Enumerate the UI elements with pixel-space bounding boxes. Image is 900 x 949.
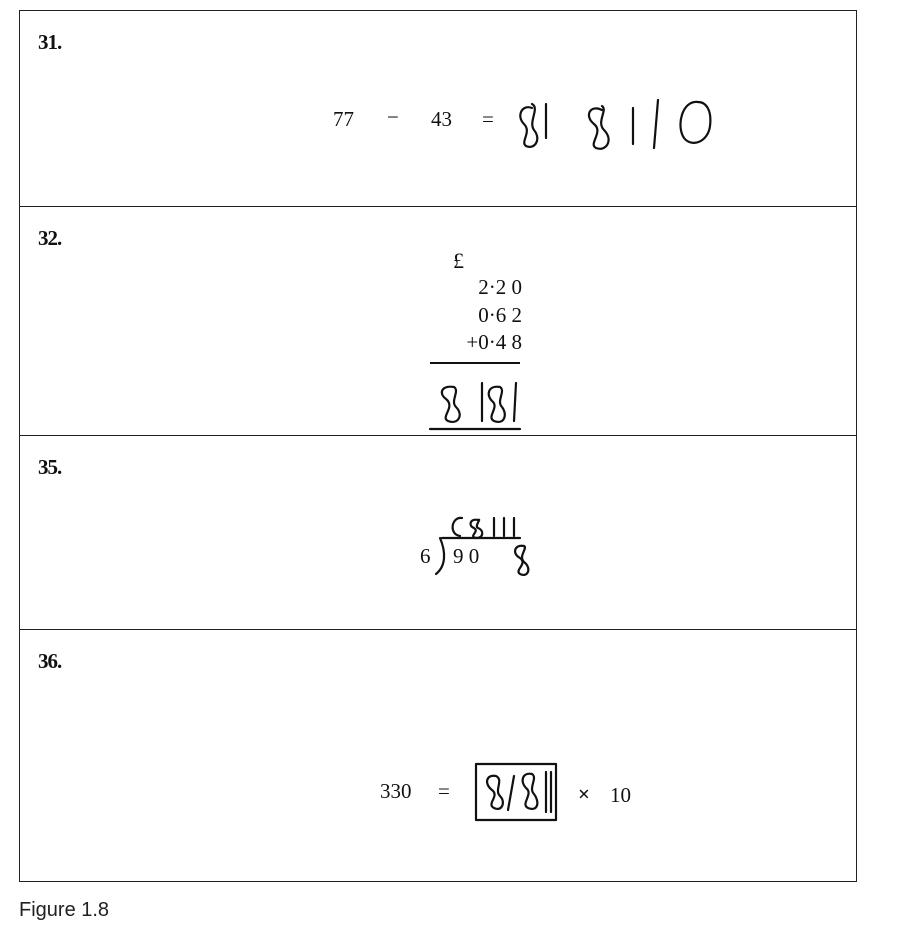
pound-sign: £ (453, 248, 464, 273)
question-number: 36. (38, 649, 62, 673)
question-35-panel (20, 435, 856, 629)
question-36-panel (20, 629, 856, 883)
figure-caption: Figure 1.8 (19, 899, 110, 921)
handwritten-division (428, 508, 538, 578)
handwritten-answer (510, 86, 720, 156)
addend-row: 0·6 2 (478, 303, 522, 327)
addend-row: +0·4 8 (466, 330, 522, 354)
sum-line (430, 362, 520, 364)
left-value: 330 (380, 779, 412, 803)
question-number: 31. (38, 30, 62, 54)
question-number: 35. (38, 455, 62, 479)
dividend: 9 0 (453, 544, 480, 568)
left-operand: 77 (333, 107, 354, 131)
question-31-panel (20, 11, 856, 206)
times-sign: × (578, 782, 590, 806)
equals-sign: = (438, 779, 450, 803)
handwritten-answer (428, 375, 528, 435)
addend-row: 2·2 0 (478, 275, 522, 299)
question-number: 32. (38, 226, 62, 250)
multiplier: 10 (610, 783, 631, 807)
divisor: 6 (420, 544, 431, 568)
worksheet-frame (19, 10, 857, 882)
question-32-panel (20, 206, 856, 435)
minus-sign: − (387, 105, 399, 129)
handwritten-answer-box (474, 762, 562, 824)
right-operand: 43 (431, 107, 452, 131)
equals-sign: = (482, 107, 494, 131)
